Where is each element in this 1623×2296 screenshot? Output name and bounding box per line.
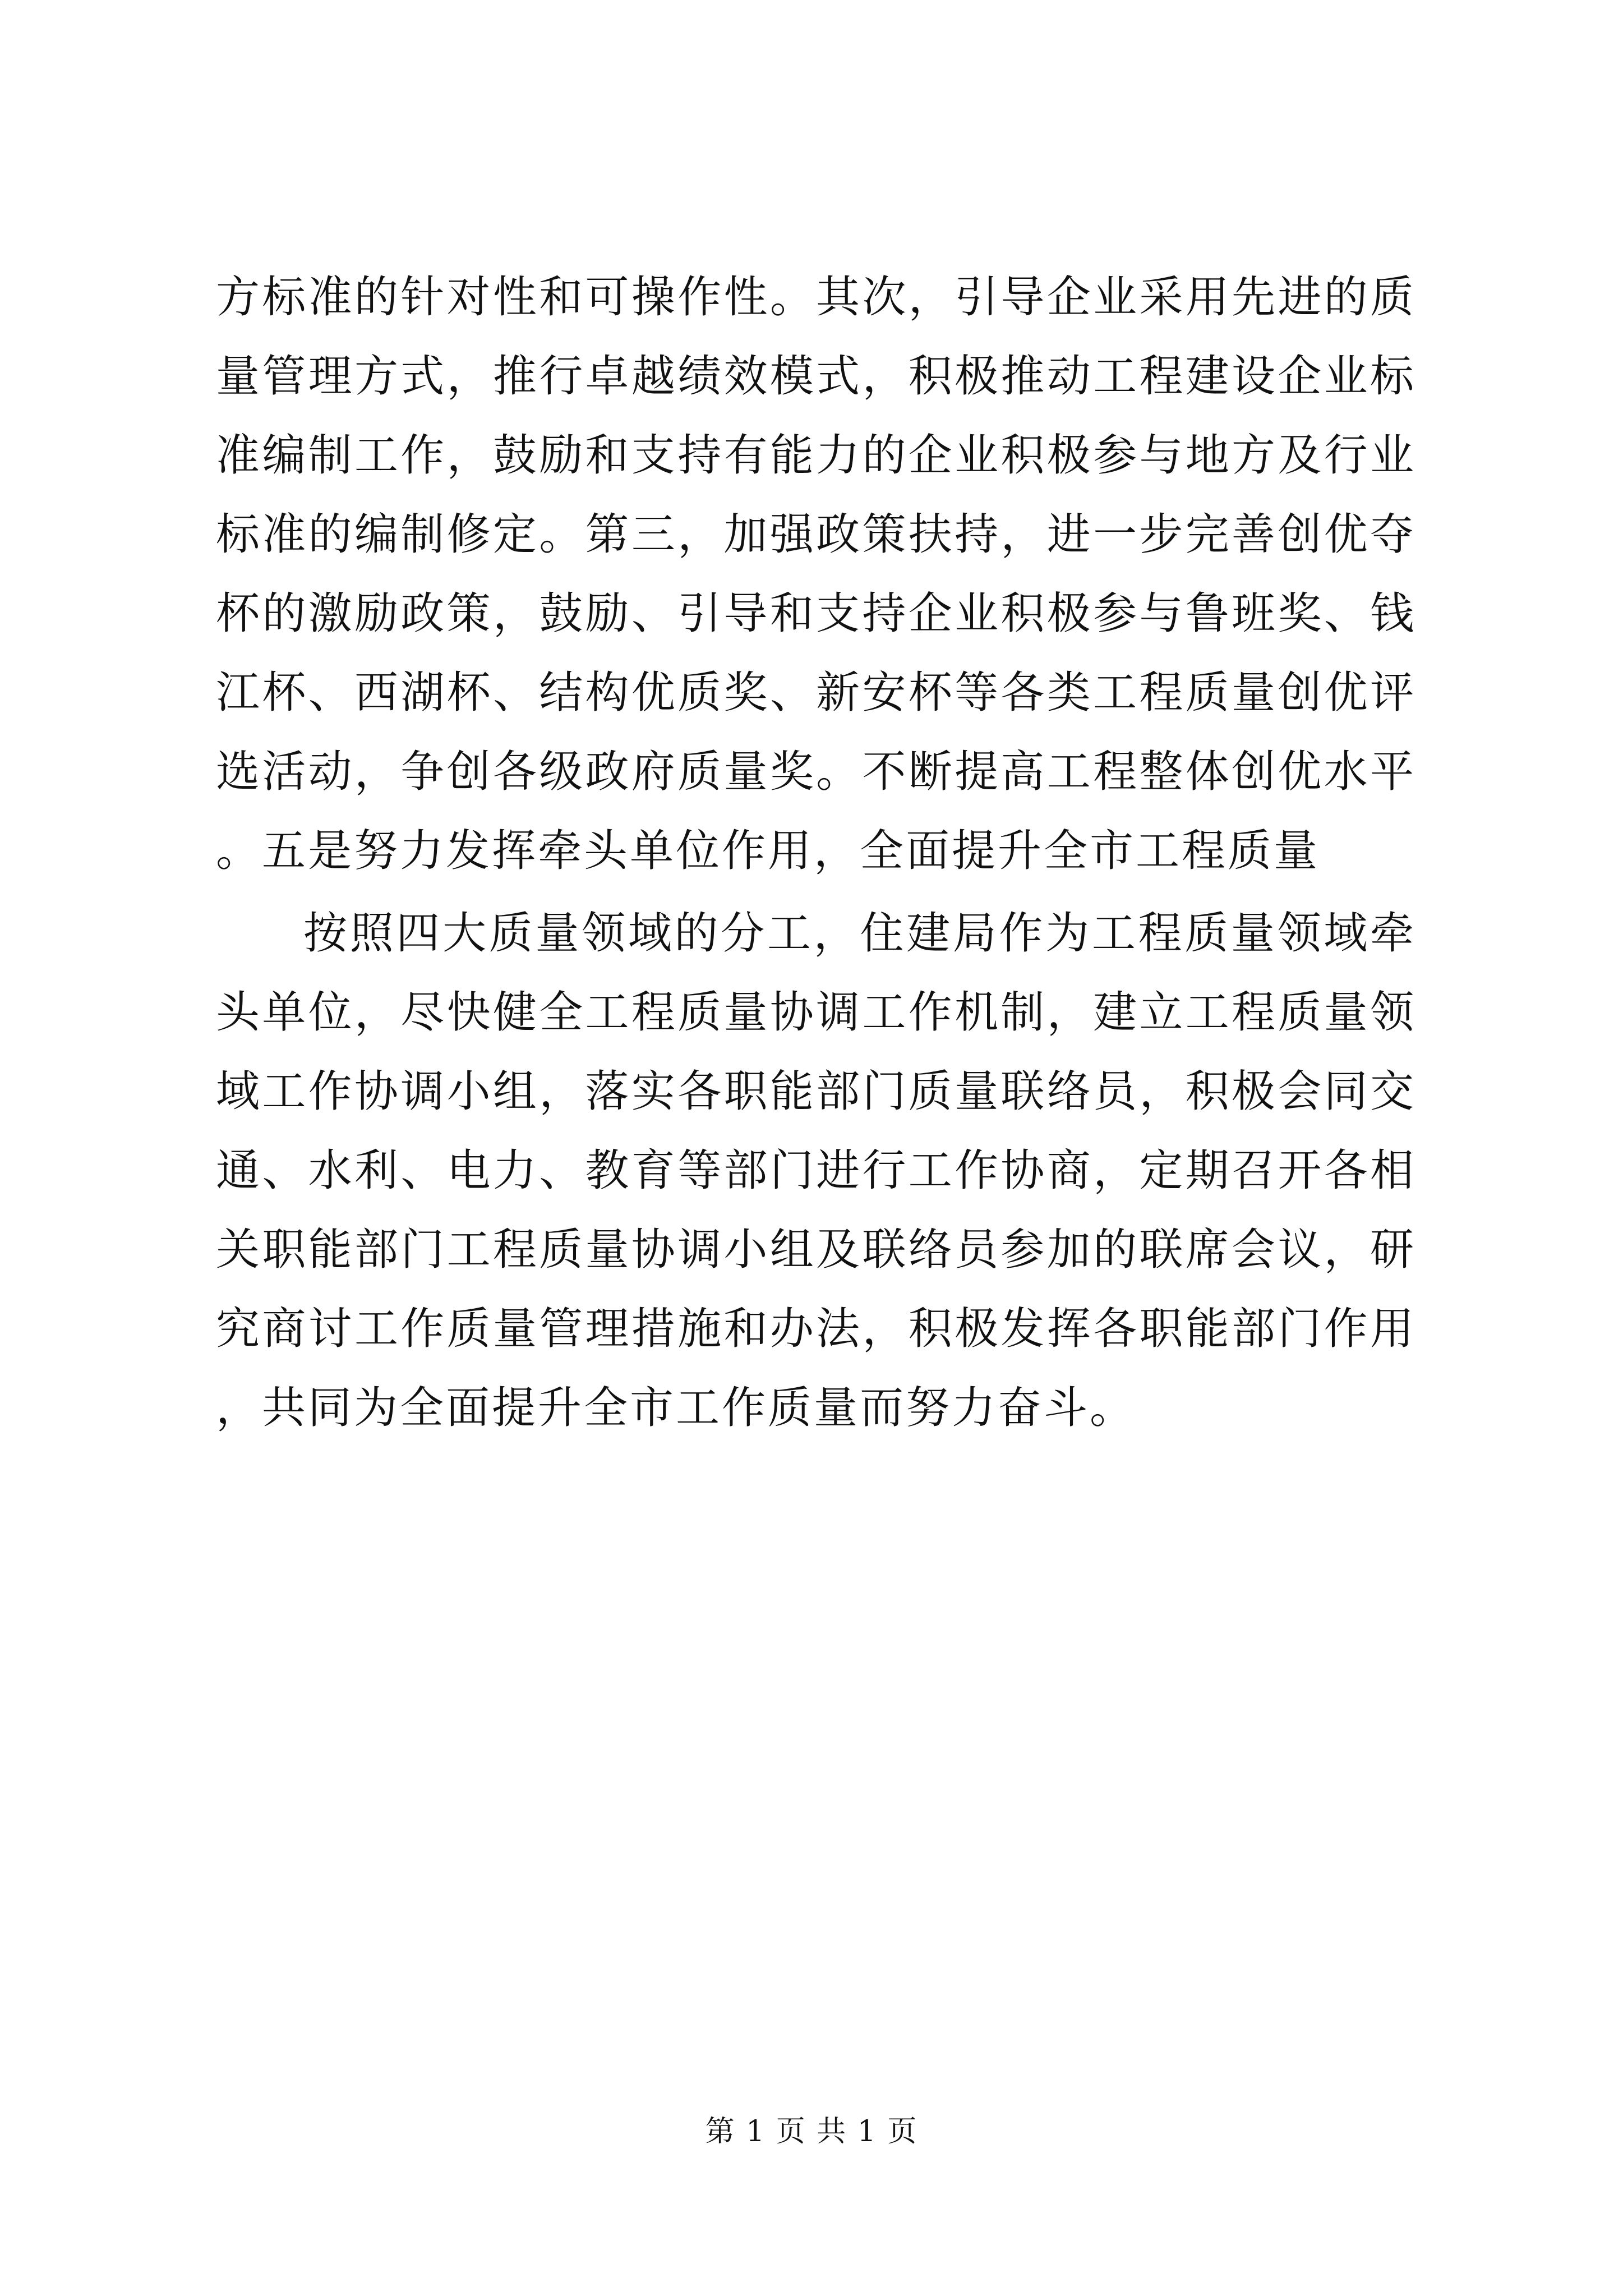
paragraph-1: 方标准的针对性和可操作性。其次，引导企业采用先进的质量管理方式，推行卓越绩效模式，积极推动工程建设企业标准编制工作，鼓励和支持有能力的企业积极参与地方及行业标准的编制修定。第三，加强政策扶持，进一步完善创优夺杯的激励政策，鼓励、引导和支持企业积极参与鲁班奖、钱江杯、西湖杯、结构优质奖、新安杯等各类工程质量创优评选活动，争创各级政府质量奖。不断提高工程整体创优水平。五是努力发挥牵头单位作用，全面提升全市工程质量 — [216, 272, 1416, 876]
document-body — [216, 258, 1416, 1448]
page-footer: 第 1 页 共 1 页 — [705, 2115, 918, 2148]
paragraph-2: 按照四大质量领域的分工，住建局作为工程质量领域牵头单位，尽快健全工程质量协调工作机制，建立工程质量领域工作协调小组，落实各职能部门质量联络员，积极会同交通、水利、电力、教育等部门进行工作协商，定期召开各相关职能部门工程质量协调小组及联络员参加的联席会议，研究商讨工作质量管理措施和办法，积极发挥各职能部门作用，共同为全面提升全市工作质量而努力奋斗。 — [216, 908, 1416, 1433]
